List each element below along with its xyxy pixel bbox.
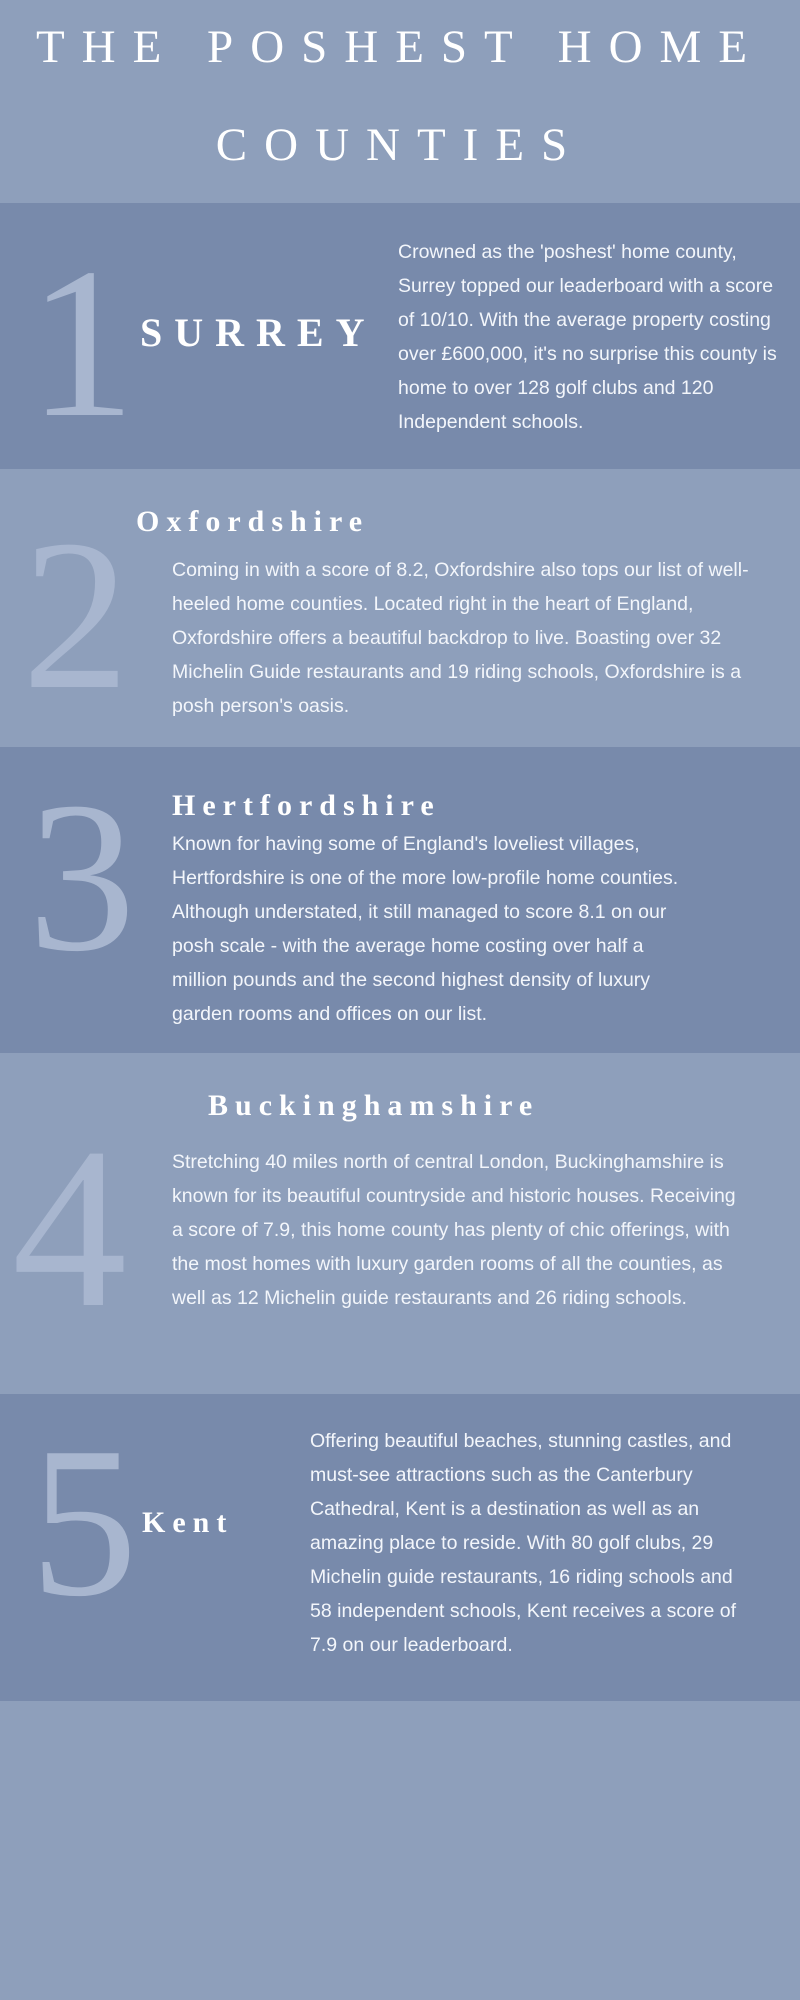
- rank-numeral: 1: [28, 223, 136, 462]
- rank-numeral: 3: [28, 757, 136, 996]
- rank-numeral: 4: [12, 1100, 127, 1355]
- county-name: Kent: [142, 1506, 234, 1539]
- page-title-line-1: THE POSHEST HOME: [35, 21, 765, 73]
- rank-numeral: 5: [30, 1402, 138, 1641]
- county-section-surrey: [0, 203, 800, 469]
- county-description: Crowned as the 'poshest' home county, Surrey topped our leaderboard with a score of 10/10. With the average property costing over £600,000, it's no surprise this county is home to over 128 golf clubs and 120 Independent schools.: [398, 241, 777, 433]
- county-section-oxfordshire: [0, 469, 800, 747]
- county-description: Known for having some of England's loveliest villages, Hertfordshire is one of the more low-profile home counties. Although understated, it still managed to score 8.1 on our posh scale - with the average home costing over half a million pounds and the second highest density of luxury garden rooms and offices on our list.: [172, 833, 679, 1025]
- county-description: Stretching 40 miles north of central London, Buckinghamshire is known for its beautiful countryside and historic houses. Receiving a score of 7.9, this home county has plenty of chic offerings, with the most homes with luxury garden rooms of all the counties, as well as 12 Michelin guide restaurants and 26 riding schools.: [172, 1151, 736, 1309]
- page-title-line-2: COUNTIES: [215, 119, 585, 171]
- county-section-buckinghamshire: [0, 1053, 800, 1394]
- rank-numeral: 2: [22, 495, 130, 734]
- county-section-kent: [0, 1394, 800, 1701]
- county-name: Hertfordshire: [172, 789, 441, 822]
- county-section-hertfordshire: [0, 747, 800, 1053]
- county-name: Buckinghamshire: [208, 1089, 540, 1122]
- title-block: [0, 0, 800, 203]
- county-description: Coming in with a score of 8.2, Oxfordshire also tops our list of well-heeled home counties. Located right in the heart of England, Oxfordshire offers a beautiful backdrop to live. Boasting over 32 Michelin Guide restaurants and 19 riding schools, Oxfordshire is a posh person's oasis.: [172, 559, 749, 717]
- county-description: Offering beautiful beaches, stunning castles, and must-see attractions such as the Canterbury Cathedral, Kent is a destination as well as an amazing place to reside. With 80 golf clubs, 29 Michelin guide restaurants, 16 riding schools and 58 independent schools, Kent receives a score of 7.9 on our leaderboard.: [310, 1430, 737, 1656]
- county-name: Oxfordshire: [136, 505, 370, 538]
- county-name: SURREY: [140, 310, 377, 355]
